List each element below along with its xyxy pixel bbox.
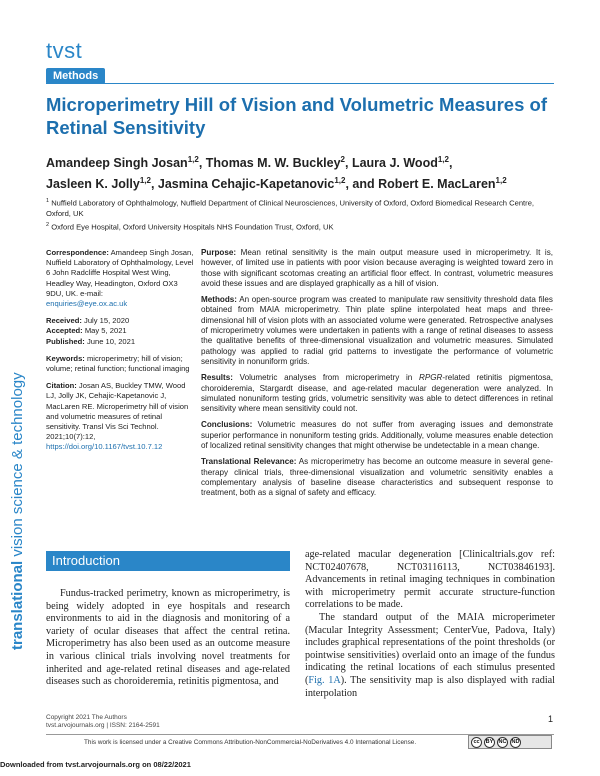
author-name: Jasmina Cehajic-Kapetanovic <box>157 177 335 192</box>
abstract-results: Results: Volumetric analyses from microperimetry in RPGR-related retinitis pigmentosa, choroideremia, Stargardt disease, and age-related macular degeneration were analyzed. In simulated nonuniform testing grids, volumetric sensitivity was able to detect differences in retinal sensitivity where mean sensitivity could not. <box>201 373 554 414</box>
author-name: Jasleen K. Jolly <box>46 177 140 192</box>
keywords: Keywords: microperimetry; hill of vision; volume; retinal function; functional imaging <box>46 353 190 374</box>
author-name: Robert E. MacLaren <box>378 177 496 192</box>
journal-side-label: translational vision science & technology <box>9 372 26 650</box>
figure-1a-link[interactable]: Fig. 1A <box>308 674 341 686</box>
creative-commons-badge[interactable] <box>468 735 552 749</box>
author-name: Laura J. Wood <box>351 156 438 171</box>
body-column-right <box>305 549 555 700</box>
abstract-methods: Methods: An open-source program was created to manipulate raw sensitivity threshold data files obtained from MAIA microperimetry. Thin plate spline interpolated heat maps and three-dimensional hill of vision plots with an associated volume were generated. Retrospective analyses of microperimetry volumes were undertaken in patients with a range of retinal diseases to assess the qualitative benefits of three-dimensional visualization and volumetric measures. Simulated pathology was applied to radial grid patterns to investigate the performance of volumetric sensitivity in nonuniform grids. <box>201 295 553 366</box>
affiliation-1: $^1$ Nuffield Laboratory of Ophthalmology, Nuffield Department of Clinical Neurosciences, University of Oxford, Oxford Biomedical Research Centre, Oxford, UK <box>46 198 535 218</box>
journal-logo: tvst <box>46 38 83 63</box>
category-badge: Methods <box>46 68 105 84</box>
cc-icon: cc <box>471 737 482 748</box>
article-metadata <box>46 248 194 460</box>
abstract-conclusions: Conclusions: Volumetric measures do not suffer from averaging issues and demonstrate superior performance in nonuniform testing grids. Additionally, volume measures enable detection of localized retinal sensitivity changes that might otherwise be undetectable in a mean change. <box>201 420 553 451</box>
intro-paragraph-1: Fundus-tracked perimetry, known as microperimetry, is being widely adopted in eye hospitals and research environments to aid in the diagnosis and monitoring of a variety of ocular diseases that affect the central retina. Microperimetry has also been used as an outcome measure in various clinical trials involving novel treatments for inherited and age-related retinal diseases and age-related diseases such as choroideremia, retinitis pigmentosa, and <box>46 588 290 688</box>
category-rule <box>46 83 554 84</box>
nc-icon: NC <box>497 737 508 748</box>
intro-paragraph-2: The standard output of the MAIA microperimeter (Macular Integrity Assessment; CenterVue, Padova, Italy) includes graphical representations of the point thresholds (or pointwise sensitivities) overlaid onto an image of the fundus indicating the retinal locations of each stimulus presented (Fig. 1A). The sensitivity map is also displayed with radial interpolation <box>305 611 555 699</box>
correspondence: Correspondence: Amandeep Singh Josan, Nuffield Laboratory of Ophthalmology, Level 6 John Radcliffe Hospital West Wing, Headley Way, Headington, Oxford OX3 9DU, UK. e-mail: enquiries@eye.ox.ac.uk <box>46 248 194 309</box>
abstract-purpose: Purpose: Mean retinal sensitivity is the main output measure used in microperimetry. It is, however, of limited use in patients with poor vision because averaging is weighted toward zero in those with significant scotomas creating an artificial floor effect. In contrast, volumetric measures avoid these issues and are displayed graphically as a hill of vision. <box>201 248 553 288</box>
affiliations <box>46 196 556 234</box>
body-column-left <box>46 588 290 689</box>
by-icon: BY <box>484 737 495 748</box>
copyright-notice: Copyright 2021 The Authors tvst.arvojournals.org | ISSN: 2164-2591 <box>46 714 160 729</box>
author-affiliation-marker: 2 <box>340 155 345 164</box>
author-list: Amandeep Singh Josan$^{1,2}$, Thomas M. W. Buckley$^2$, Laura J. Wood$^{1,2}$, Jasleen K. Jolly$^{1,2}$, Jasmina Cehajic-Kapetanovic$^{1,2}$, and Robert E. MacLaren$^{1,2}$ <box>46 155 507 192</box>
author-affiliation-marker: 1,2 <box>437 155 449 164</box>
citation: Citation: Josan AS, Buckley TMW, Wood LJ, Jolly JK, Cehajic-Kapetanovic J, MacLaren RE. Microperimetry hill of vision and volumetric measures of retinal sensitivity. Transl Vis Sci Technol. 2021;10(7):12, https://doi.org/10.1167/tvst.10.7.12 <box>46 381 189 452</box>
correspondence-email-link[interactable]: enquiries@eye.ox.ac.uk <box>46 299 128 309</box>
abstract <box>201 248 553 505</box>
author-affiliation-marker: 1,2 <box>495 176 507 186</box>
intro-paragraph-1-continued: age-related macular degeneration [Clinicaltrials.gov ref: NCT02407678, NCT03116113, NCT03846193]. Advancements in retinal imaging techniques in combination with microperimetry permit accurate structure-function correlations to be made. <box>305 549 555 611</box>
doi-link[interactable]: https://doi.org/10.1167/tvst.10.7.12 <box>46 442 163 452</box>
author-name: Thomas M. W. Buckley <box>205 156 341 171</box>
abstract-relevance: Translational Relevance: As microperimetry has become an outcome measure in several gene-therapy clinical trials, three-dimensional visualization and volumetric sensitivity enables a complementary analysis of baseline disease characteristics and subsequent response to treatment, both as a signal of safety and efficacy. <box>201 457 553 498</box>
article-title: Microperimetry Hill of Vision and Volumetric Measures of Retinal Sensitivity <box>46 94 547 138</box>
author-affiliation-marker: 1,2 <box>334 176 346 186</box>
author-affiliation-marker: 1,2 <box>187 155 199 164</box>
article-dates: Received: July 15, 2020 Accepted: May 5, 2021 Published: June 10, 2021 <box>46 316 136 346</box>
affiliation-2: $^2$ Oxford Eye Hospital, Oxford University Hospitals NHS Foundation Trust, Oxford, UK <box>46 221 334 232</box>
nd-icon: ND <box>510 737 521 748</box>
license-statement: This work is licensed under a Creative Commons Attribution-NonCommercial-NoDerivatives 4.0 International License. <box>84 739 417 746</box>
author-name: Amandeep Singh Josan <box>46 156 188 171</box>
section-heading-introduction: Introduction <box>46 551 290 571</box>
page-number: 1 <box>548 714 554 724</box>
author-affiliation-marker: 1,2 <box>139 176 151 186</box>
download-stamp: Downloaded from tvst.arvojournals.org on 08/22/2021 <box>0 760 191 769</box>
